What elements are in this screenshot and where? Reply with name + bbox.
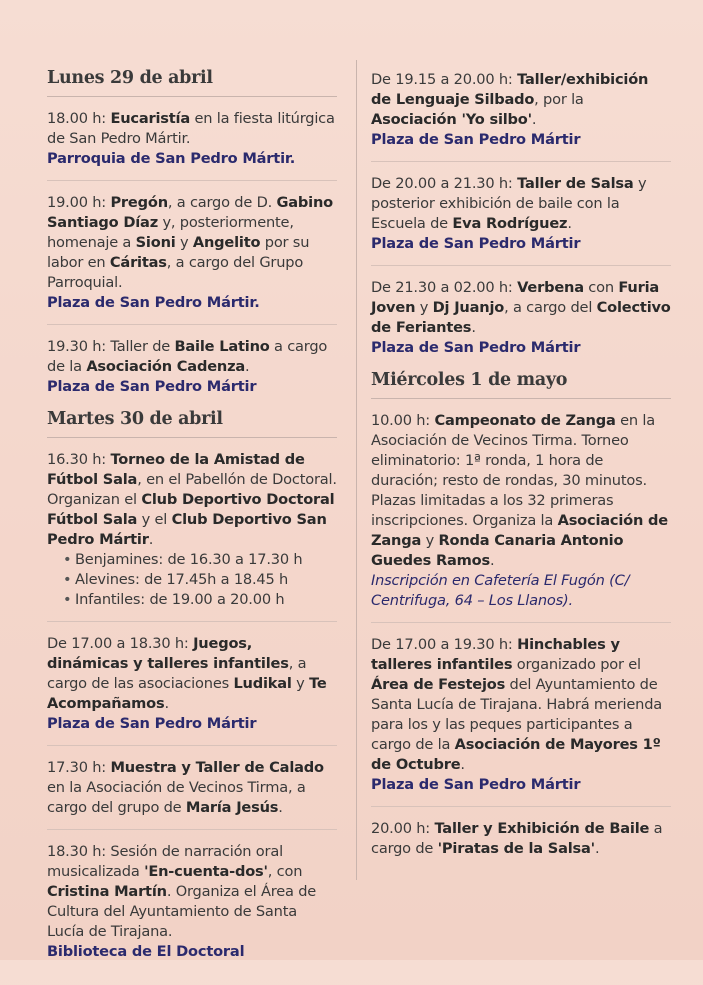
list-item: • Benjamines: de 16.30 a 17.30 h — [63, 550, 337, 570]
event-highlight: Colectivo de Feriantes — [371, 299, 671, 336]
event-text: organizado por el — [512, 656, 641, 673]
event-place: Plaza de San Pedro Mártir — [371, 131, 581, 148]
list-item: • Alevines: de 17.45h a 18.45 h — [63, 570, 337, 590]
event-highlight: Angelito — [192, 234, 261, 251]
event-highlight: Muestra y Taller de Calado — [110, 759, 324, 776]
event-time: 10.00 h: — [371, 412, 435, 429]
event-highlight: Ronda Canaria Antonio Guedes Ramos — [371, 532, 624, 569]
event-highlight: Taller de Salsa — [517, 175, 634, 192]
event-highlight: 'En-cuenta-dos' — [144, 863, 268, 880]
event-text: y, posteriormente, homenaje a — [47, 214, 294, 251]
event-highlight: 'Piratas de la Salsa' — [437, 840, 595, 857]
event-item — [371, 278, 671, 364]
event-item — [47, 758, 337, 830]
event-highlight: Eucaristía — [110, 110, 191, 127]
day-title-lunes: Lunes 29 de abril — [47, 68, 337, 97]
event-highlight: Hinchables y talleres infantiles — [371, 636, 620, 673]
event-text: a cargo de la — [47, 338, 328, 375]
event-text: . — [164, 695, 169, 712]
event-time: De 17.00 a 19.30 h: — [371, 636, 518, 653]
event-text: en la Asociación de Vecinos Tirma. Torneo eliminatorio: 1ª ronda, 1 hora de duración; resto de rondas, 30 minutos. Plazas limitadas a los 32 primeras inscripciones. Organiza la — [371, 412, 655, 529]
event-highlight: Pregón — [110, 194, 168, 211]
event-text: . — [278, 799, 283, 816]
event-text: . — [489, 552, 495, 569]
column-divider — [356, 60, 357, 880]
event-highlight: Cristina Martín — [47, 883, 167, 900]
event-highlight: Club Deportivo San Pedro Mártir — [47, 511, 327, 548]
event-item — [47, 842, 337, 973]
event-text: a cargo de — [371, 820, 663, 857]
event-time: De 21.30 a 02.00 h: — [371, 279, 518, 296]
event-text: y — [421, 532, 439, 549]
event-text: por su labor en — [47, 234, 310, 271]
event-text: con — [583, 279, 619, 296]
event-text: . — [460, 756, 465, 773]
event-item — [47, 450, 337, 622]
event-place: Plaza de San Pedro Mártir — [371, 776, 581, 793]
event-place: Plaza de San Pedro Mártir — [371, 235, 581, 252]
event-text: y — [291, 675, 310, 692]
event-highlight: Ludikal — [233, 675, 292, 692]
event-place: Parroquia de San Pedro Mártir. — [47, 150, 296, 167]
event-text: y — [415, 299, 433, 316]
right-column — [371, 70, 671, 882]
event-text: , a cargo del — [504, 299, 597, 316]
event-time: 19.00 h: — [47, 194, 111, 211]
event-text: . Organiza el Área de Cultura del Ayuntamiento de Santa Lucía de Tirajana. — [47, 883, 317, 940]
event-text: , a cargo de las asociaciones — [47, 655, 307, 692]
event-highlight: Torneo de la Amistad de Fútbol Sala — [47, 451, 305, 488]
left-column — [47, 68, 337, 985]
event-item — [371, 635, 671, 807]
event-place: Plaza de San Pedro Mártir — [371, 339, 581, 356]
event-highlight: Club Deportivo Doctoral Fútbol Sala — [47, 491, 335, 528]
event-item — [371, 174, 671, 266]
event-highlight: Sioni — [135, 234, 176, 251]
event-text: y — [175, 234, 193, 251]
event-place: Plaza de San Pedro Mártir. — [47, 294, 260, 311]
event-highlight: Asociación de Zanga — [371, 512, 668, 549]
event-text: . — [567, 215, 572, 232]
event-highlight: Verbena — [517, 279, 584, 296]
event-item — [371, 819, 671, 870]
event-text: . — [594, 840, 600, 857]
event-highlight: Asociación Cadenza — [86, 358, 246, 375]
event-time: De 19.15 a 20.00 h: — [371, 71, 518, 88]
event-text: . — [245, 358, 250, 375]
event-time: 17.30 h: — [47, 759, 111, 776]
event-place: Plaza de San Pedro Mártir — [47, 378, 257, 395]
day-title-martes: Martes 30 de abril — [47, 409, 337, 438]
event-highlight: Taller/exhibición de Lenguaje Silbado — [371, 71, 649, 108]
event-item — [371, 411, 671, 623]
event-text: , a cargo de D. — [167, 194, 277, 211]
event-text: , a cargo del Grupo Parroquial. — [47, 254, 304, 291]
event-item — [47, 109, 337, 181]
event-highlight: Área de Festejos — [371, 676, 506, 693]
event-highlight: Dj Juanjo — [432, 299, 505, 316]
event-text: y el — [137, 511, 172, 528]
event-time: 19.30 h: Taller de — [47, 338, 175, 355]
event-highlight: Furia Joven — [371, 279, 660, 316]
event-time: De 17.00 a 18.30 h: — [47, 635, 194, 652]
event-highlight: María Jesús — [185, 799, 279, 816]
event-text: , con — [267, 863, 303, 880]
event-text: . — [471, 319, 476, 336]
event-item — [47, 193, 337, 325]
event-highlight: Asociación de Mayores 1º de Octubre — [371, 736, 661, 773]
event-text: en la Asociación de Vecinos Tirma, a cargo del grupo de — [47, 779, 306, 816]
event-highlight: Campeonato de Zanga — [434, 412, 616, 429]
event-time: 20.00 h: — [371, 820, 435, 837]
event-place: Plaza de San Pedro Mártir — [47, 715, 257, 732]
event-text: en la fiesta litúrgica de San Pedro Mártir. — [47, 110, 335, 147]
event-highlight: Te Acompañamos — [47, 675, 327, 712]
event-place: Biblioteca de El Doctoral — [47, 943, 245, 960]
event-item — [47, 337, 337, 403]
event-registration-place: Inscripción en Cafetería El Fugón (C/ Centrifuga, 64 – Los Llanos). — [371, 572, 630, 609]
event-highlight: Juegos, dinámicas y talleres infantiles — [47, 635, 289, 672]
event-highlight: Eva Rodríguez — [452, 215, 568, 232]
event-text: del Ayuntamiento de Santa Lucía de Tirajana. Habrá merienda para los y las peques participantes a cargo de la — [371, 676, 663, 753]
event-highlight: Cáritas — [109, 254, 167, 271]
category-list — [47, 550, 337, 610]
event-text: y posterior exhibición de baile con la Escuela de — [371, 175, 647, 232]
event-time: 18.00 h: — [47, 110, 111, 127]
event-text: , en el Pabellón de Doctoral. Organizan el — [47, 471, 337, 508]
event-item — [371, 70, 671, 162]
event-highlight: Asociación 'Yo silbo' — [371, 111, 532, 128]
event-text: . — [531, 111, 537, 128]
event-highlight: Baile Latino — [174, 338, 270, 355]
event-highlight: Gabino Santiago Díaz — [47, 194, 333, 231]
event-time: 18.30 h: Sesión de narración oral musicalizada — [47, 843, 283, 880]
event-item — [47, 634, 337, 746]
event-highlight: Taller y Exhibición de Baile — [434, 820, 650, 837]
event-text: . — [148, 531, 154, 548]
event-time: 16.30 h: — [47, 451, 111, 468]
day-title-miercoles: Miércoles 1 de mayo — [371, 370, 671, 399]
event-time: De 20.00 a 21.30 h: — [371, 175, 518, 192]
event-text: , por la — [534, 91, 584, 108]
list-item: • Infantiles: de 19.00 a 20.00 h — [63, 590, 337, 610]
